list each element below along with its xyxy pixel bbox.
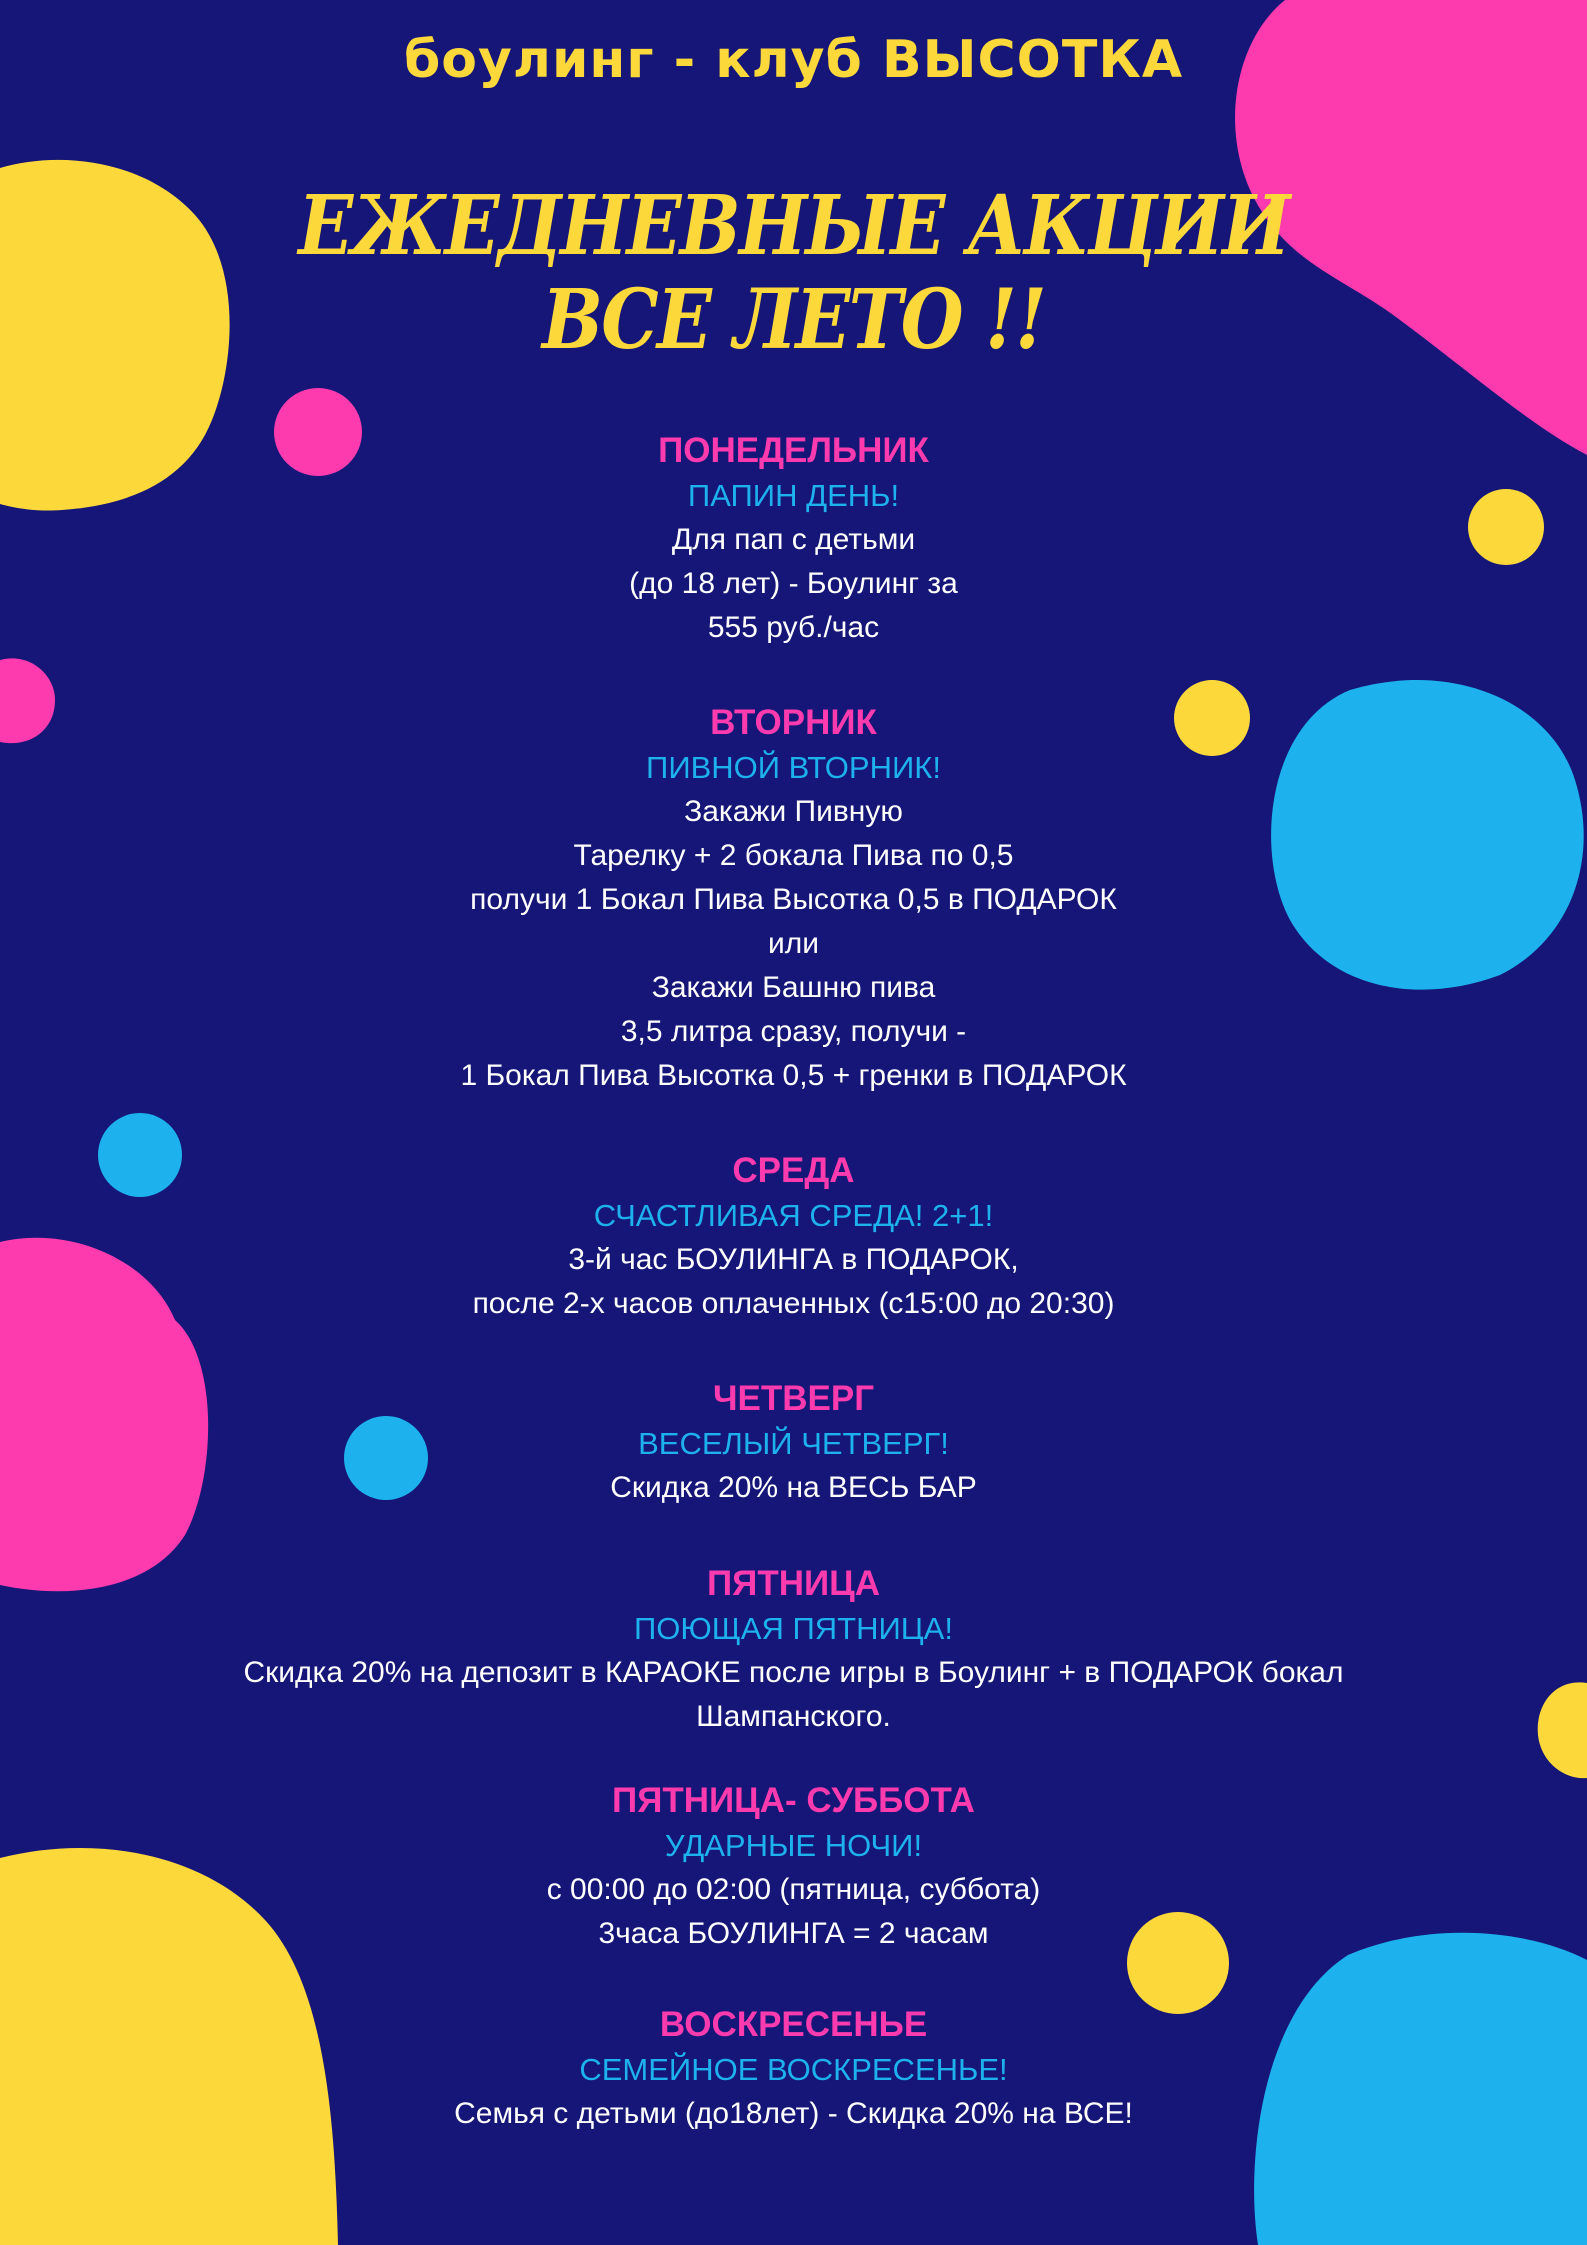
- day-monday: [150, 428, 1437, 650]
- day-name: ВТОРНИК: [710, 703, 877, 742]
- day-name: ЧЕТВЕРГ: [712, 1379, 875, 1418]
- promo-title: ВЕСЕЛЫЙ ЧЕТВЕРГ!: [638, 1426, 949, 1461]
- promo-line: (до 18 лет) - Боулинг за: [629, 567, 958, 600]
- day-name: ВОСКРЕСЕНЬЕ: [659, 2005, 928, 2044]
- promo-line: Тарелку + 2 бокала Пива по 0,5: [573, 839, 1014, 872]
- promo-line: с 00:00 до 02:00 (пятница, суббота): [546, 1873, 1041, 1906]
- day-name: ПЯТНИЦА- СУББОТА: [612, 1781, 975, 1820]
- promo-line: Скидка 20% на депозит в КАРАОКЕ после игры в Боулинг + в ПОДАРОК бокал: [243, 1656, 1344, 1689]
- day-friday: [150, 1561, 1437, 1739]
- promo-line: 3-й час БОУЛИНГА в ПОДАРОК,: [568, 1243, 1019, 1276]
- day-name: ПЯТНИЦА: [707, 1564, 880, 1603]
- club-name: боулинг - клуб ВЫСОТКА: [403, 30, 1184, 90]
- day-friday-saturday: [150, 1778, 1437, 1956]
- headline-line-1: ЕЖЕДНЕВНЫЕ АКЦИИ: [298, 178, 1289, 274]
- promo-line: 3,5 литра сразу, получи -: [620, 1015, 967, 1048]
- day-name: ПОНЕДЕЛЬНИК: [658, 431, 929, 470]
- promo-line: Скидка 20% на ВЕСЬ БАР: [610, 1471, 977, 1504]
- promo-line: Закажи Пивную: [684, 795, 903, 828]
- day-thursday: [150, 1376, 1437, 1510]
- promo-line: Семья с детьми (до18лет) - Скидка 20% на ВСЕ!: [454, 2097, 1133, 2130]
- promo-title: СЧАСТЛИВАЯ СРЕДА! 2+1!: [593, 1198, 994, 1233]
- promo-line: 1 Бокал Пива Высотка 0,5 + гренки в ПОДАРОК: [460, 1059, 1127, 1092]
- promo-line: Для пап с детьми: [671, 523, 916, 556]
- headline-line-2: ВСЕ ЛЕТО !!: [541, 272, 1046, 368]
- promo-line: Шампанского.: [696, 1700, 891, 1733]
- promo-title: ПАПИН ДЕНЬ!: [687, 478, 900, 513]
- promo-line: 555 руб./час: [707, 611, 880, 644]
- promo-title: УДАРНЫЕ НОЧИ!: [664, 1828, 923, 1863]
- promo-title: СЕМЕЙНОЕ ВОСКРЕСЕНЬЕ!: [579, 2052, 1008, 2087]
- promo-line: после 2-х часов оплаченных (с15:00 до 20:30): [472, 1287, 1115, 1320]
- promo-line: 3часа БОУЛИНГА = 2 часам: [598, 1917, 989, 1950]
- promo-line: или: [767, 927, 820, 960]
- promo-title: ПИВНОЙ ВТОРНИК!: [646, 750, 941, 785]
- day-tuesday: [150, 700, 1437, 1098]
- promo-title: ПОЮЩАЯ ПЯТНИЦА!: [634, 1611, 953, 1646]
- day-sunday: [150, 2002, 1437, 2136]
- day-name: СРЕДА: [732, 1151, 855, 1190]
- day-wednesday: [150, 1148, 1437, 1326]
- promo-line: Закажи Башню пива: [651, 971, 936, 1004]
- promo-line: получи 1 Бокал Пива Высотка 0,5 в ПОДАРОК: [470, 883, 1117, 916]
